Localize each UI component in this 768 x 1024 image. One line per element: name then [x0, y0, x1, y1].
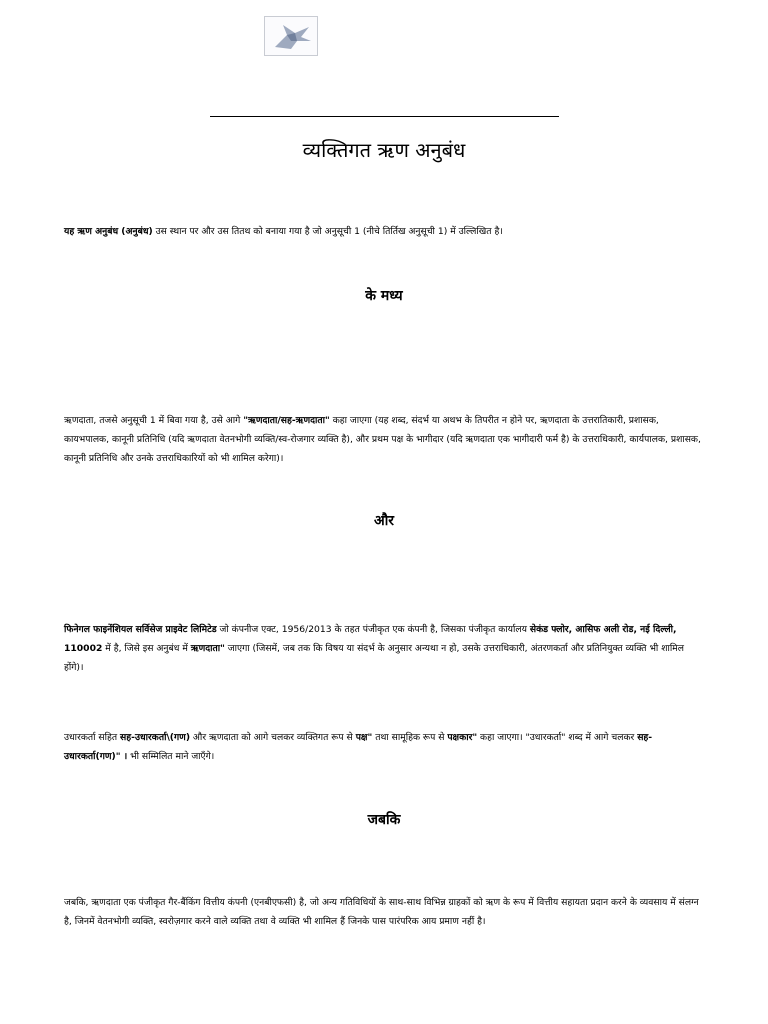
intro-paragraph — [64, 222, 704, 241]
borrower-paragraph — [64, 728, 704, 766]
whereas-paragraph: जबकि, ऋणदाता एक पंजीकृत गैर-बैंकिंग वित्तीय कंपनी (एनबीएफसी) है, जो अन्य गतिविधियों के साथ-साथ विभिन्न ग्राहकों को ऋण के रूप में वित्तीय सहायता प्रदान करने के व्यवसाय में संलग्न है, जिनमें वेतनभोगी व्यक्ति, स्वरोज़गार करने वाले व्यक्ति तथा वे व्यक्ति भी शामिल हैं जिनके पास पारंपरिक आय प्रमाण नहीं है। — [64, 897, 699, 927]
borrower-bold-1: सह-उधारकर्ता\(गण) — [120, 732, 191, 743]
lender-bold-term: "ऋणदाता/सह-ऋणदाता" — [243, 415, 330, 426]
company-address: सेकंड फ्लोर, आसिफ अली रोड, नई दिल्ली, 110002 — [64, 624, 677, 654]
lender-text-1: ऋणदाता, तजसे अनुसूची 1 में बिवा गया है, उसे आगे — [64, 415, 244, 426]
borrower-bold-4: सह-उधारकर्ता(गण)" । — [64, 732, 653, 762]
company-text-2: में है, जिसे इस अनुबंध में — [102, 643, 191, 654]
lender-paragraph — [64, 411, 704, 468]
borrower-bold-2: पक्ष" — [355, 732, 373, 743]
borrower-text-3: तथा सामूहिक रूप से — [372, 732, 448, 743]
company-text-1: जो कंपनीज एक्ट, 1956/2013 के तहत पंजीकृत एक कंपनी है, जिसका पंजीकृत कार्यालय — [216, 624, 530, 635]
company-bold-term: ऋणदाता" — [190, 643, 225, 654]
bird-logo-icon — [264, 16, 318, 56]
borrower-text-2: और ऋणदाता को आगे चलकर व्यक्तिगत रूप से — [190, 732, 356, 743]
borrower-text-1: उधारकर्ता सहित — [64, 732, 121, 743]
heading-whereas: जबकि — [367, 812, 401, 828]
company-name: फिनेगल फाइनेंशियल सर्विसेज प्राइवेट लिमिटेड — [64, 624, 217, 635]
lender-text-2: कहा जाएगा (यह शब्द, संदर्भ या अथभ के तिपरीत न होने पर, ऋणदाता के उत्तरातिकारी, प्रशासक, कायभपालक, कानूनी प्रतिनिधि (यदि ऋणदाता वेतनभोगी व्यक्ति/स्व-रोजगार व्यक्ति है), और प्रथम पक्ष के भागीदार (यदि ऋणदाता एक भागीदारी फर्म है) के उत्तराधिकारी, कार्यपालक, प्रशासक, कानूनी प्रतिनिधि और उनके उत्तराधिकारियों को भी शामिल करेगा)। — [64, 415, 701, 464]
borrower-text-4: कहा जाएगा। "उधारकर्ता" शब्द में आगे चलकर — [477, 732, 638, 743]
intro-text: उस स्थान पर और उस तितथ को बनाया गया है जो अनुसूची 1 (नीचे तिर्तिख अनुसूची 1) में उल्लिखित है। — [152, 226, 503, 237]
heading-between: के मध्य — [365, 288, 403, 304]
borrower-text-5: भी सम्मिलित माने जाएँगे। — [127, 751, 215, 762]
borrower-bold-3: पक्षकार" — [447, 732, 478, 743]
title-rule — [210, 116, 559, 117]
company-paragraph — [64, 620, 704, 677]
heading-and: और — [373, 513, 395, 529]
intro-bold-term: यह ऋण अनुबंध (अनुबंध) — [64, 226, 153, 237]
document-title: व्यक्तिगत ऋण अनुबंध — [302, 138, 466, 162]
company-text-3: जाएगा (जिसमें, जब तक कि विषय या संदर्भ के अनुसार अन्यथा न हो, उसके उत्तराधिकारी, अंतरणकर्ता और प्रतिनियुक्त व्यक्ति भी शामिल होंगे)। — [64, 643, 684, 673]
